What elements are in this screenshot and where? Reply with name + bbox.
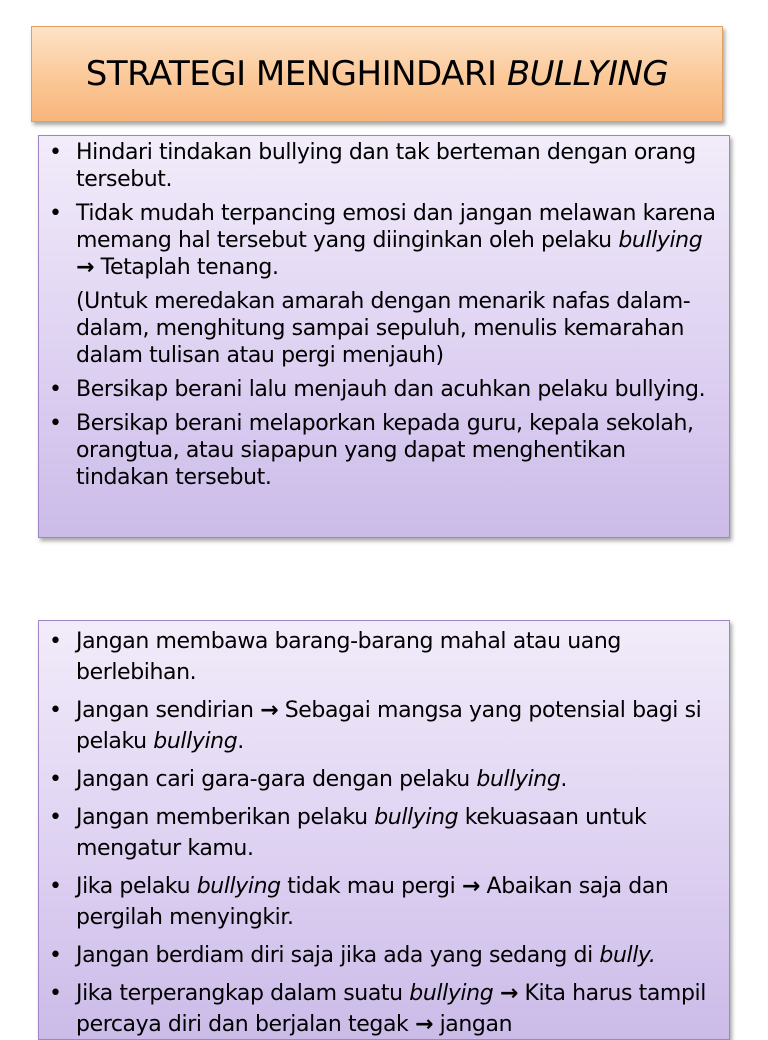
bullet-icon: • (49, 698, 62, 723)
bullet-icon: • (49, 140, 62, 165)
list-item (45, 978, 719, 1040)
item-text: Tidak mudah terpancing emosi dan jangan melawan karena memang hal tersebut yang diinginkan oleh pelaku (76, 201, 716, 253)
item-italic: bullying (153, 729, 238, 754)
list-item (45, 802, 719, 864)
item-text: Jangan cari gara-gara dengan pelaku (76, 767, 477, 792)
item-italic: bullying (409, 981, 494, 1006)
item-text: Jika pelaku (76, 874, 197, 899)
item-text: Jangan memberikan pelaku (76, 805, 375, 830)
list-item (45, 764, 719, 795)
list-item (45, 626, 719, 688)
item-text: Jangan berdiam diri saja jika ada yang sedang di (76, 943, 600, 968)
strategy-box-2 (38, 620, 730, 1040)
item-text: Jangan membawa barang-barang mahal atau uang berlebihan. (76, 629, 622, 685)
item-text: Kita harus tampil percaya diri dan berjalan tegak (76, 981, 706, 1037)
item-italic: bullying (476, 767, 561, 792)
strategy-box-1 (38, 135, 730, 538)
bullet-icon: • (49, 411, 62, 436)
list-item (45, 376, 719, 403)
title-banner (31, 26, 723, 122)
title-italic: BULLYING (506, 54, 669, 94)
item-italic: bully. (599, 943, 656, 968)
item-text: Bersikap berani melaporkan kepada guru, kepala sekolah, orangtua, atau siapapun yang dapat menghentikan tindakan tersebut. (76, 411, 694, 490)
bullet-icon: • (49, 201, 62, 226)
bullet-icon: • (49, 767, 62, 792)
arrow-right-icon: → (461, 874, 480, 899)
item-text: Jangan sendirian (76, 698, 261, 723)
bullet-icon: • (49, 874, 62, 899)
bullet-icon: • (49, 981, 62, 1006)
strategy-list-2 (45, 626, 719, 1040)
page-title (86, 54, 669, 94)
item-text: . (560, 767, 567, 792)
list-item (45, 410, 719, 491)
item-text: kekuasaan untuk mengatur kamu. (76, 805, 647, 861)
arrow-right-icon: → (76, 255, 95, 280)
item-italic: bullying (618, 228, 703, 253)
strategy-list-1 (45, 139, 719, 491)
item-text: . (237, 729, 244, 754)
note-text: (Untuk meredakan amarah dengan menarik nafas dalam-dalam, menghitung sampai sepuluh, menulis kemarahan dalam tulisan atau pergi menjauh) (76, 289, 691, 368)
item-italic: bullying (374, 805, 459, 830)
bullet-icon: • (49, 377, 62, 402)
bullet-icon: • (49, 943, 62, 968)
note-paragraph (45, 288, 719, 369)
item-italic: bullying (196, 874, 281, 899)
item-text: Bersikap berani lalu menjauh dan acuhkan pelaku bullying. (76, 377, 706, 402)
item-text: tidak mau pergi (280, 874, 462, 899)
arrow-right-icon: → (499, 981, 518, 1006)
list-item (45, 695, 719, 757)
item-text: Sebagai mangsa yang potensial bagi si pelaku (76, 698, 702, 754)
arrow-right-icon: → (414, 1012, 433, 1037)
list-item (45, 940, 719, 971)
item-text: Hindari tindakan bullying dan tak berteman dengan orang tersebut. (76, 140, 696, 192)
item-text: Jika terperangkap dalam suatu (76, 981, 410, 1006)
item-text: Tetaplah tenang. (94, 255, 279, 280)
bullet-icon: • (49, 629, 62, 654)
list-item (45, 200, 719, 281)
arrow-right-icon: → (260, 698, 279, 723)
list-item (45, 139, 719, 193)
item-text: jangan (433, 1012, 513, 1037)
item-text: Abaikan saja dan pergilah menyingkir. (76, 874, 669, 930)
title-main: STRATEGI MENGHINDARI (85, 54, 507, 94)
list-item (45, 871, 719, 933)
bullet-icon: • (49, 805, 62, 830)
